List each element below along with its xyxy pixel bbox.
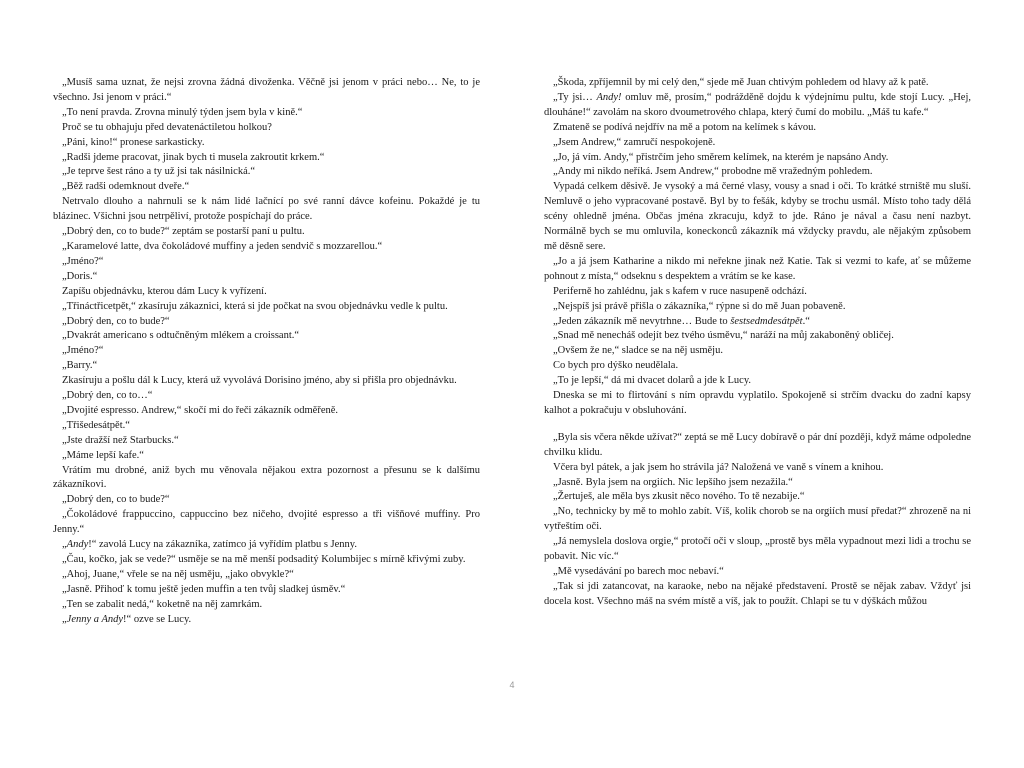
- paragraph: [53, 285, 480, 300]
- paragraph: [544, 476, 971, 491]
- paragraph: [53, 76, 480, 106]
- paragraph: [53, 329, 480, 344]
- left-page: [53, 76, 480, 628]
- text-run: Zkasíruju a pošlu dál k Lucy, která už vyvolává Dorisino jméno, aby si přišla pro objednávku.: [62, 375, 457, 387]
- text-run: „Ovšem že ne,“ sladce se na něj usměju.: [553, 345, 723, 357]
- paragraph: [53, 136, 480, 151]
- text-run: „Škoda, zpříjemnil by mi celý den,“ sjede mě Juan chtivým pohledem od hlavy až k patě.: [553, 77, 929, 88]
- paragraph: [53, 195, 480, 225]
- text-run: „Žertuješ, ale měla bys zkusit něco nového. To tě nezabije.“: [553, 491, 805, 503]
- paragraph: [53, 598, 480, 613]
- paragraph: [53, 300, 480, 315]
- emphasized-text: Andy: [66, 539, 89, 551]
- paragraph: [53, 538, 480, 553]
- paragraph: [544, 151, 971, 166]
- text-run: „Jasně. Přihoď k tomu ještě jeden muffin a ten tvůj sladkej úsměv.“: [62, 583, 346, 595]
- paragraph: [53, 359, 480, 374]
- paragraph: [53, 374, 480, 389]
- text-run: „Dobrý den, co to bude?“: [62, 315, 170, 327]
- text-run: „Dobrý den, co to bude?“ zeptám se postarší paní u pultu.: [62, 226, 305, 238]
- page-number: 4: [509, 680, 515, 690]
- text-run: Netrvalo dlouho a nahrnuli se k nám lidé lačnící po své ranní dávce kofeinu. Pokaždé je tu blázinec. Všichni jsou netrpěliví, protože pospíchají do práce.: [53, 196, 480, 223]
- text-run: „Čokoládové frappuccino, cappuccino bez ničeho, dvojité espresso a tři višňové muffiny. Pro Jenny.“: [53, 509, 480, 536]
- paragraph: [53, 165, 480, 180]
- paragraph: [53, 270, 480, 285]
- text-run: „Karamelové latte, dva čokoládové muffiny a jeden sendvič s mozzarellou.“: [62, 240, 383, 252]
- text-run: „Ty jsi…: [553, 91, 597, 103]
- paragraph: [53, 255, 480, 270]
- paragraph: [53, 553, 480, 568]
- paragraph: [544, 315, 971, 330]
- text-run: „Ahoj, Juane,“ vřele se na něj usměju, „jako obvykle?“: [62, 568, 294, 580]
- text-run: !“ ozve se Lucy.: [123, 613, 192, 625]
- paragraph: [544, 535, 971, 565]
- paragraph: [53, 613, 480, 628]
- text-run: „Barry.“: [62, 360, 98, 372]
- text-run: „Dobrý den, co to bude?“: [62, 494, 170, 506]
- paragraph: [544, 285, 971, 300]
- text-run: „Třišedesátpět.“: [62, 419, 130, 431]
- text-run: „Tak si jdi zatancovat, na karaoke, nebo na nějaké představení. Prostě se nějak zabav. Vždyť jsi docela kost. Všechno máš na svém místě a víš, jak to použít. Chlapi se tu v dýškách můžou: [544, 580, 971, 607]
- paragraph: [53, 344, 480, 359]
- paragraph: [53, 315, 480, 330]
- text-run: „Jméno?“: [62, 345, 104, 357]
- paragraph: [53, 106, 480, 121]
- text-run: Proč se tu obhajuju před devatenáctiletou holkou?: [62, 121, 272, 133]
- text-run: Včera byl pátek, a jak jsem ho strávila já? Naložená ve vaně s vínem a knihou.: [553, 461, 884, 473]
- emphasized-text: Jenny a Andy: [66, 613, 124, 625]
- text-run: .“: [802, 315, 810, 327]
- text-run: „Běž radši odemknout dveře.“: [62, 181, 190, 193]
- text-run: „Byla sis včera někde užívat?“ zeptá se mě Lucy dobíravě o pár dní později, když máme odpoledne chvilku klidu.: [544, 431, 971, 458]
- paragraph: [544, 165, 971, 180]
- text-run: „Je teprve šest ráno a ty už jsi tak násilnická.“: [62, 166, 256, 178]
- paragraph: [544, 121, 971, 136]
- text-run: Zapíšu objednávku, kterou dám Lucy k vyřízení.: [62, 285, 267, 297]
- paragraph: [544, 91, 971, 121]
- text-run: „: [62, 613, 67, 625]
- text-run: „Dobrý den, co to…“: [62, 390, 153, 402]
- text-run: „Ten se zabalit nedá,“ koketně na něj zamrkám.: [62, 598, 263, 610]
- text-run: „Já nemyslela doslova orgie,“ protočí oči v sloup, „prostě bys měla vypadnout mezi lidi a trochu se pobavit. Nic víc.“: [544, 536, 971, 563]
- paragraph: [53, 449, 480, 464]
- paragraph: [544, 136, 971, 151]
- paragraph: [544, 359, 971, 374]
- paragraph: [53, 151, 480, 166]
- paragraph: [544, 374, 971, 389]
- text-run: Vypadá celkem děsivě. Je vysoký a má černé vlasy, vousy a snad i oči. To krátké strniště mu sluší. Nemluvě o jeho vypracované postavě. Byl by to fešák, kdyby se trochu usmál. Místo toho tady dělá scény ohledně jména. Občas jména zkracuju, když to jde. Ráno je nával a času není nazbyt. Normálně bych se mu omluvila, koneckonců zákazník má vždycky pravdu, ale nějakým způsobem mě děsně sere.: [544, 181, 971, 252]
- paragraph: [53, 404, 480, 419]
- paragraph: [544, 344, 971, 359]
- paragraph: [544, 255, 971, 285]
- paragraph: [544, 490, 971, 505]
- text-run: „Jeden zákazník mě nevytrhne… Bude to: [553, 315, 731, 327]
- text-run: „Nejspíš jsi právě přišla o zákazníka,“ rýpne si do mě Juan pobaveně.: [553, 300, 846, 312]
- text-run: „Jméno?“: [62, 255, 104, 267]
- text-run: „No, technicky by mě to mohlo zabít. Víš, kolik chorob se na orgiích musí předat?“ zhrozeně na ni vytřeštím oči.: [544, 506, 971, 533]
- paragraph: [544, 580, 971, 610]
- text-run: „Mě vysedávání po barech moc nebaví.“: [553, 566, 724, 577]
- paragraph: [53, 568, 480, 583]
- text-run: Zmateně se podívá nejdřív na mě a potom na kelímek s kávou.: [553, 121, 817, 133]
- text-run: „Dvojité espresso. Andrew,“ skočí mi do řeči zákazník odměřeně.: [62, 404, 339, 416]
- paragraph: [544, 180, 971, 255]
- paragraph: [544, 300, 971, 315]
- paragraph: [53, 121, 480, 136]
- text-run: !“ zavolá Lucy na zákazníka, zatímco já vyřídím platbu s Jenny.: [88, 539, 357, 551]
- paragraph: [544, 389, 971, 419]
- text-run: „To je lepší,“ dá mi dvacet dolarů a jde k Lucy.: [553, 375, 752, 387]
- text-run: „Jo, já vím. Andy,“ přistrčím jeho směrem kelímek, na kterém je napsáno Andy.: [553, 151, 889, 163]
- paragraph: [53, 464, 480, 494]
- text-run: Dneska se mi to flirtování s ním opravdu vyplatilo. Spokojeně si strčím dvacku do zadní kapsy kalhot a pokračuju v obsluhování.: [544, 390, 971, 416]
- text-run: „Jo a já jsem Katharine a nikdo mi neřekne jinak než Katie. Tak si vezmi to kafe, ať se můžeme pohnout z místa,“ odseknu s despektem a vrátím se ke kase.: [544, 255, 971, 282]
- text-run: Periferně ho zahlédnu, jak s kafem v ruce nasupeně odchází.: [553, 285, 807, 297]
- paragraph: [53, 434, 480, 449]
- paragraph: [53, 389, 480, 404]
- paragraph: [53, 583, 480, 598]
- text-run: „Jasně. Byla jsem na orgiích. Nic lepšího jsem nezažila.“: [553, 476, 793, 488]
- text-run: „Andy mi nikdo neříká. Jsem Andrew,“ probodne mě vražedným pohledem.: [553, 166, 873, 178]
- text-run: „Radši jdeme pracovat, jinak bych ti musela zakroutit krkem.“: [62, 151, 325, 163]
- paragraph: [544, 431, 971, 461]
- paragraph: [544, 461, 971, 476]
- paragraph: [53, 180, 480, 195]
- text-run: „Čau, kočko, jak se vede?“ usměje se na mě menší podsaditý Kolumbijec s mírně křivými zuby.: [62, 554, 466, 565]
- text-run: „Třináctřicetpět,“ zkasíruju zákaznici, která si jde počkat na svou objednávku vedle k pultu.: [62, 300, 448, 312]
- text-run: omluv mě, prosím,“ podrážděně dojdu k výdejnímu pultu, kde stojí Lucy. „Hej, dlouháne!“ zavolám na skoro dvoumetrového chlapa, který čumí do mobilu. „Máš tu kafe.“: [544, 91, 971, 118]
- right-page: [544, 76, 971, 610]
- text-run: „Musíš sama uznat, že nejsi zrovna žádná divoženka. Věčně jsi jenom v práci nebo… Ne, to je všechno. Jsi jenom v práci.“: [53, 77, 480, 103]
- text-run: Vrátím mu drobné, aniž bych mu věnovala nějakou extra pozornost a přesunu se k dalšímu zákazníkovi.: [53, 464, 480, 491]
- text-run: Co bych pro dýško neudělala.: [553, 360, 679, 372]
- paragraph: [544, 505, 971, 535]
- emphasized-text: Andy!: [596, 91, 622, 103]
- paragraph: [544, 329, 971, 344]
- text-run: „Snad mě nenecháš odejít bez tvého úsměvu,“ naráží na můj zakaboněný obličej.: [553, 330, 894, 342]
- paragraph: [53, 240, 480, 255]
- text-run: „Jste dražší než Starbucks.“: [62, 434, 179, 446]
- paragraph: [544, 76, 971, 91]
- text-run: „Dvakrát americano s odtučněným mlékem a croissant.“: [62, 330, 300, 342]
- paragraph: [544, 565, 971, 580]
- text-run: „Máme lepší kafe.“: [62, 449, 144, 461]
- text-run: „Páni, kino!“ pronese sarkasticky.: [62, 136, 205, 148]
- paragraph: [53, 225, 480, 240]
- text-run: „To není pravda. Zrovna minulý týden jsem byla v kině.“: [62, 106, 303, 118]
- paragraph: [53, 419, 480, 434]
- paragraph: [53, 493, 480, 508]
- text-run: „Doris.“: [62, 270, 98, 282]
- paragraph: [53, 508, 480, 538]
- text-run: „Jsem Andrew,“ zamručí nespokojeně.: [553, 136, 716, 148]
- text-run: „: [62, 539, 67, 551]
- emphasized-text: šestsedmdesátpět: [730, 315, 803, 327]
